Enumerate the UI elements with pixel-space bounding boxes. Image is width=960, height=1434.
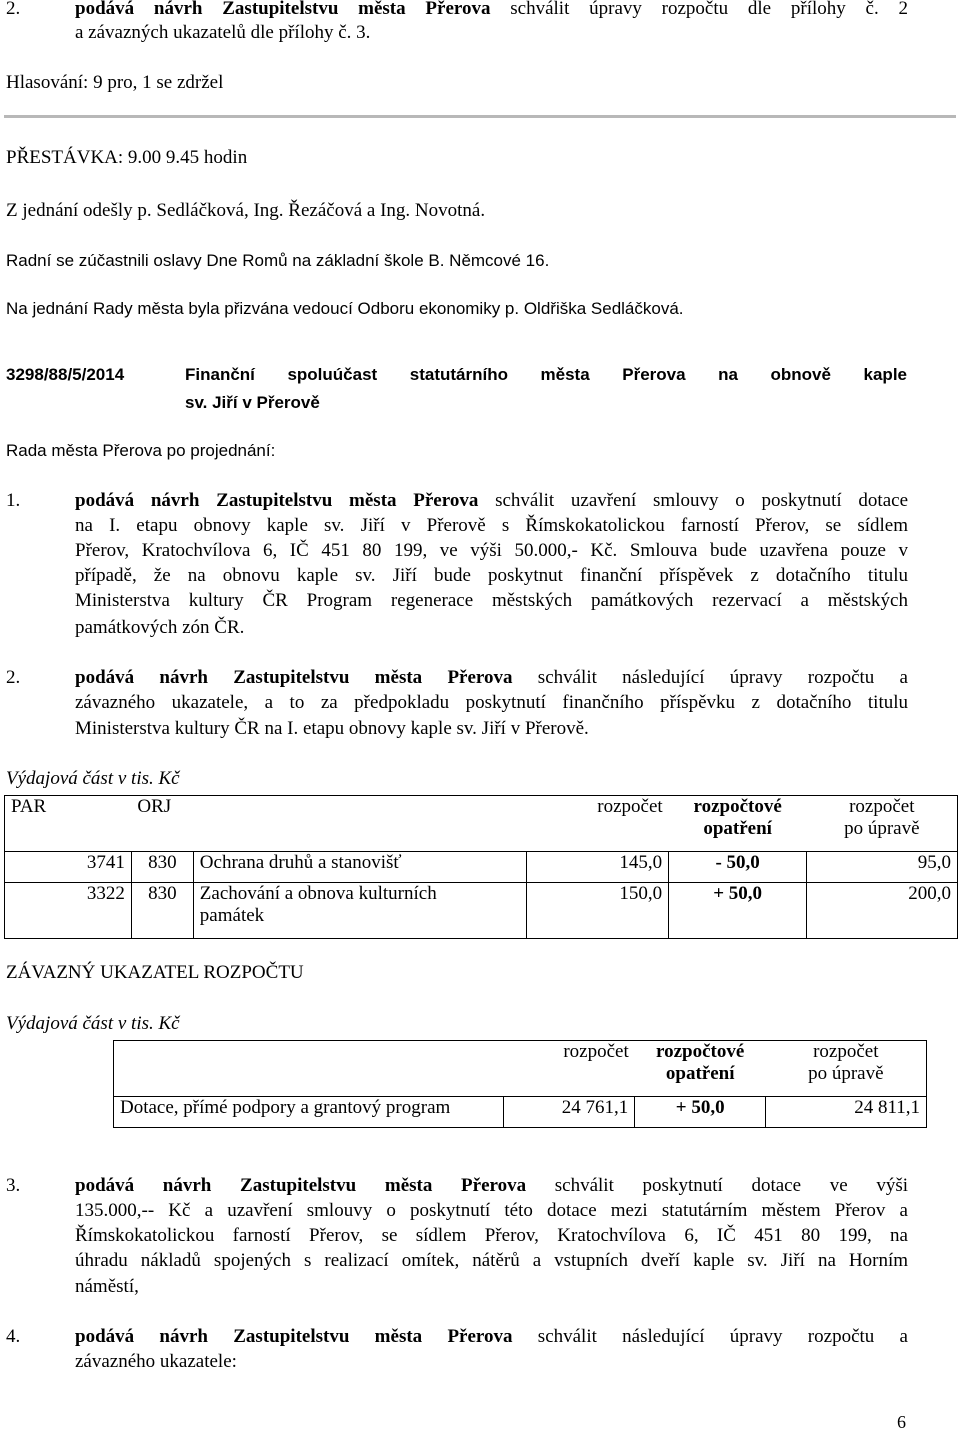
header-after: [807, 796, 958, 852]
resolution-number: 3298/88/5/2014: [6, 365, 125, 384]
header-after-line2: po úpravě: [808, 1063, 884, 1084]
point-text-line: úhradu nákladů spojených s realizací omítek, nátěrů a vstupních dveří kaple sv. Jiří na Horním: [75, 1250, 908, 1271]
item-number: 2.: [6, 0, 21, 19]
point-text-line: památkových zón ČR.: [75, 617, 245, 638]
header-budget: rozpočet: [527, 796, 669, 852]
bold-lead: podává návrh Zastupitelstvu města Přerova: [75, 667, 513, 688]
point-text-line: Přerov, Kratochvílova 6, IČ 451 80 199, ve výši 50.000,- Kč. Smlouva bude uzavřena pouze v: [75, 540, 908, 561]
point-text-rest: schválit uzavření smlouvy o poskytnutí dotace: [478, 490, 908, 511]
table-row: [5, 852, 958, 883]
cell-name: Dotace, přímé podpory a grantový program: [114, 1097, 504, 1128]
resolution-title: Finanční spoluúčast statutárního města Přerova na obnově kaple: [185, 365, 907, 384]
header-measure-line1: rozpočtové: [656, 1041, 745, 1062]
point-number: 2.: [6, 667, 21, 688]
separator: [4, 115, 956, 118]
header-measure-line2: opatření: [703, 818, 772, 839]
indicator-title: ZÁVAZNÝ UKAZATEL ROZPOČTU: [6, 962, 304, 983]
cell-budget: 24 761,1: [504, 1097, 635, 1128]
point-text: [75, 1326, 908, 1348]
cell-after: 95,0: [807, 852, 958, 883]
bold-lead: podává návrh Zastupitelstvu města Přerova: [75, 490, 479, 511]
point-text: [75, 667, 908, 689]
cell-measure: + 50,0: [669, 883, 807, 939]
cell-measure: - 50,0: [669, 852, 807, 883]
header-budget: rozpočet: [504, 1041, 635, 1097]
header-par: PAR: [5, 796, 132, 852]
header-measure-line2: opatření: [665, 1063, 735, 1084]
cell-name: [193, 883, 527, 939]
left-note: Z jednání odešly p. Sedláčková, Ing. Řezáčová a Ing. Novotná.: [6, 200, 486, 221]
point-text-line: 135.000,-- Kč a uzavření smlouvy o poskytnutí této dotace mezi statutárním městem Přerov a: [75, 1200, 908, 1221]
cell-name-line1: Zachování a obnova kulturních: [199, 883, 437, 904]
item-text-rest: schválit úpravy rozpočtu dle přílohy č. 2: [490, 0, 909, 19]
table-row: [5, 883, 958, 939]
resolution-intro: Rada města Přerova po projednání:: [6, 441, 276, 460]
invited-note: Na jednání Rady města byla přizvána vedoucí Odboru ekonomiky p. Oldřiška Sedláčková.: [6, 299, 684, 318]
cell-par: 3741: [5, 852, 132, 883]
cell-after: 200,0: [807, 883, 958, 939]
point-text-line: závazného ukazatele, a to za předpokladu poskytnutí finančního příspěvku z dotačního titulu: [75, 692, 908, 713]
header-measure-line1: rozpočtové: [693, 796, 782, 817]
point-text-line: závazného ukazatele:: [75, 1351, 237, 1372]
cell-name-line2: památek: [199, 905, 265, 926]
header-measure: [669, 796, 807, 852]
point-number: 3.: [6, 1175, 21, 1196]
point-number: 4.: [6, 1326, 21, 1347]
point-text-line: Římskokatolickou farností Přerov, se sídlem Přerov, Kratochvílova 6, IČ 451 80 199, na: [75, 1225, 908, 1246]
table-row: [114, 1097, 927, 1128]
point-text: [75, 1175, 908, 1197]
table-caption: Výdajová část v tis. Kč: [6, 768, 180, 789]
table-header-row: [114, 1041, 927, 1097]
indicator-table: [113, 1040, 927, 1128]
item-text-line: a závazných ukazatelů dle přílohy č. 3.: [75, 22, 371, 43]
header-after-line2: po úpravě: [844, 818, 920, 839]
resolution-title-line2: sv. Jiří v Přerově: [185, 393, 320, 412]
cell-name: Ochrana druhů a stanovišť: [193, 852, 527, 883]
table-header-row: [5, 796, 958, 852]
budget-table: [4, 795, 958, 939]
point-text-rest: schválit následující úpravy rozpočtu a: [512, 667, 908, 688]
attended-note: Radní se zúčastnili oslavy Dne Romů na základní škole B. Němcové 16.: [6, 251, 550, 270]
item-text: [75, 0, 908, 20]
cell-budget: 145,0: [527, 852, 669, 883]
point-text: [75, 490, 908, 512]
vote-result: Hlasování: 9 pro, 1 se zdržel: [6, 72, 224, 93]
point-text-line: na I. etapu obnovy kaple sv. Jiří v Přerově s Římskokatolickou farností Přerov, se sídlem: [75, 515, 908, 536]
point-text-rest: schválit poskytnutí dotace ve výši: [526, 1175, 908, 1196]
cell-measure: + 50,0: [635, 1097, 766, 1128]
indicator-caption: Výdajová část v tis. Kč: [6, 1013, 180, 1034]
point-text-rest: schválit následující úpravy rozpočtu a: [512, 1326, 908, 1347]
header-orj: ORJ: [131, 796, 193, 852]
point-text-line: Ministerstva kultury ČR na I. etapu obnovy kaple sv. Jiří v Přerově.: [75, 718, 589, 739]
header-after: [766, 1041, 927, 1097]
cell-orj: 830: [131, 883, 193, 939]
point-text-line: Ministerstva kultury ČR Program regenerace městských památkových rezervací a městských: [75, 590, 908, 611]
header-empty: [193, 796, 527, 852]
cell-after: 24 811,1: [766, 1097, 927, 1128]
header-measure: [635, 1041, 766, 1097]
header-after-line1: rozpočet: [849, 796, 915, 817]
point-text-line: případě, že na obnovu kaple sv. Jiří bude poskytnut finanční příspěvek z dotačního titulu: [75, 565, 908, 586]
point-number: 1.: [6, 490, 21, 511]
break-note: PŘESTÁVKA: 9.00 9.45 hodin: [6, 147, 248, 168]
bold-lead: podává návrh Zastupitelstvu města Přerova: [75, 1175, 527, 1196]
point-text-line: náměstí,: [75, 1276, 139, 1297]
cell-par: 3322: [5, 883, 132, 939]
bold-lead: podává návrh Zastupitelstvu města Přerova: [75, 1326, 513, 1347]
cell-budget: 150,0: [527, 883, 669, 939]
page-number: 6: [897, 1412, 906, 1432]
bold-lead: podává návrh Zastupitelstvu města Přerova: [75, 0, 491, 19]
header-empty: [114, 1041, 504, 1097]
header-after-line1: rozpočet: [813, 1041, 879, 1062]
cell-orj: 830: [131, 852, 193, 883]
